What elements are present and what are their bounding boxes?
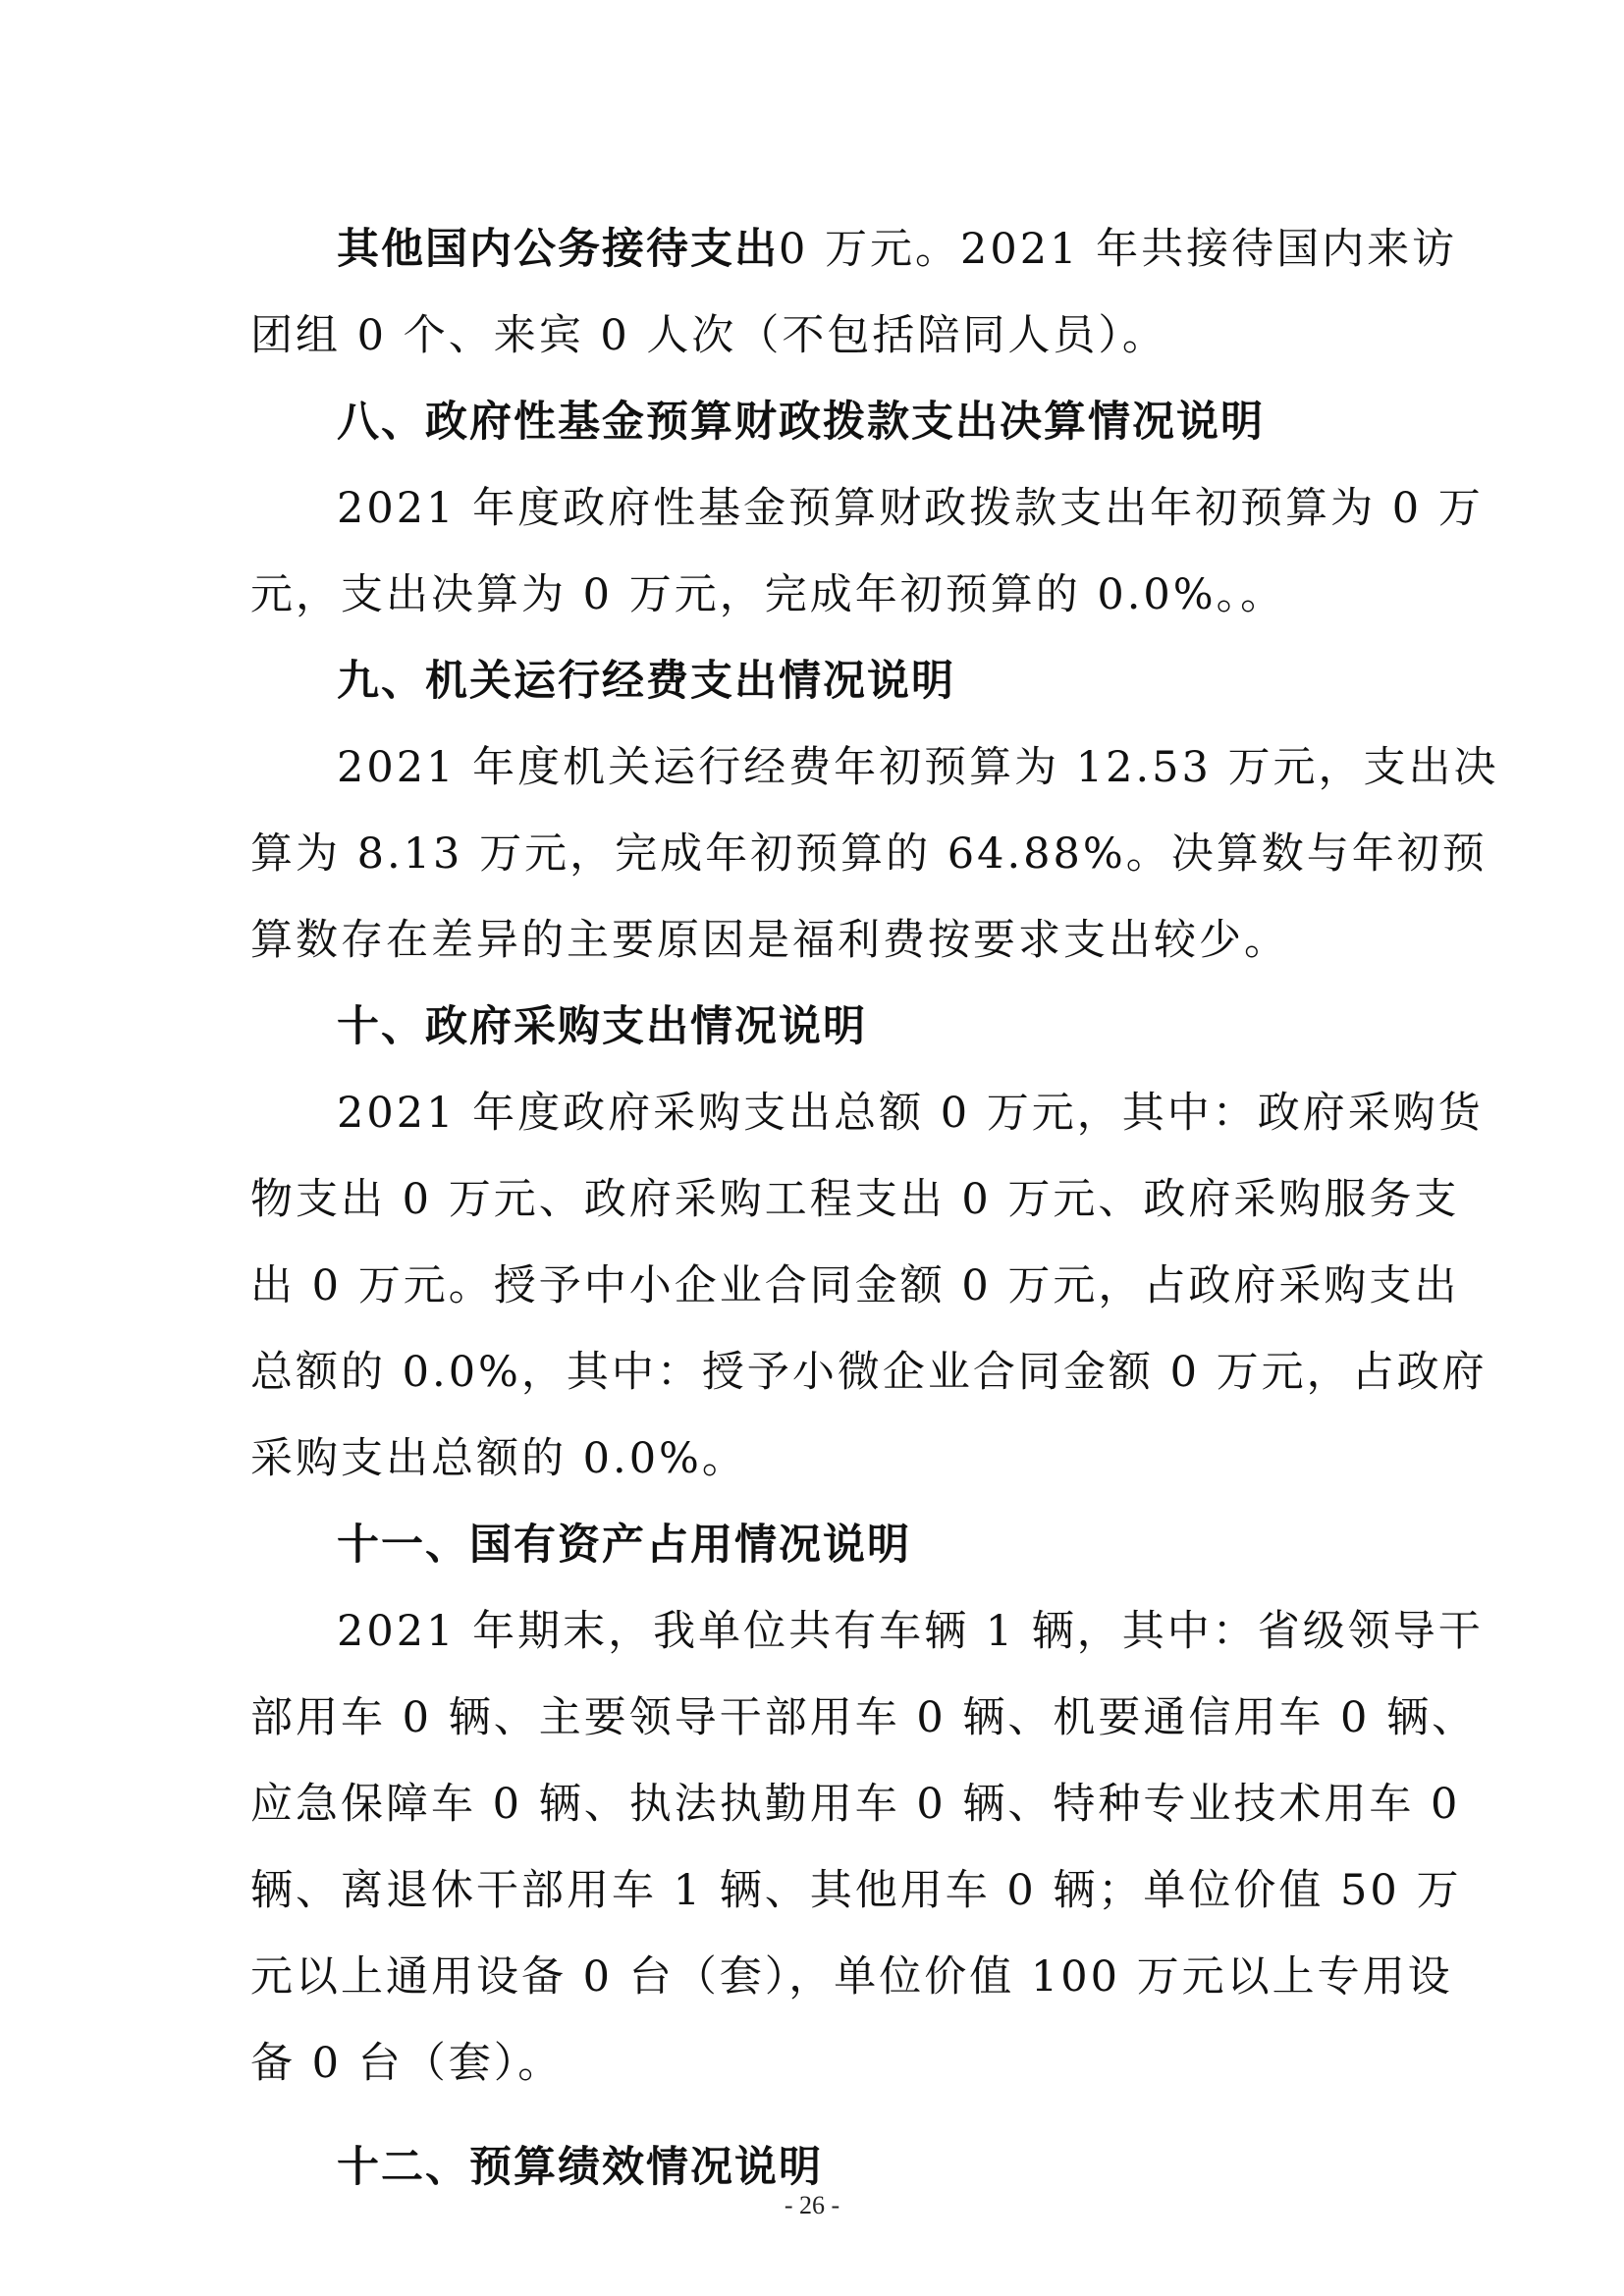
paragraph-line: 总额的 0.0%，其中：授予小微企业合同金额 0 万元，占政府 [250,1348,1488,1397]
paragraph-line: 备 0 台（套）。 [250,2039,564,2088]
paragraph-line: 元，支出决算为 0 万元，完成年初预算的 0.0%。。 [250,570,1286,619]
paragraph-line: 2021 年度机关运行经费年初预算为 12.53 万元，支出决 [337,743,1499,792]
paragraph-line: 2021 年度政府采购支出总额 0 万元，其中：政府采购货 [337,1089,1484,1138]
paragraph-line [250,206,1458,293]
paragraph-line: 出 0 万元。授予中小企业合同金额 0 万元，占政府采购支出 [250,1261,1460,1310]
paragraph-line: 部用车 0 辆、主要领导干部用车 0 辆、机要通信用车 0 辆、 [250,1693,1478,1742]
section-heading-12: 十二、预算绩效情况说明 [337,2143,823,2192]
paragraph-line: 2021 年期末，我单位共有车辆 1 辆，其中：省级领导干 [337,1607,1484,1656]
paragraph-line: 物支出 0 万元、政府采购工程支出 0 万元、政府采购服务支 [250,1175,1460,1224]
section-heading-9: 九、机关运行经费支出情况说明 [337,657,955,706]
section-heading-8: 八、政府性基金预算财政拨款支出决算情况说明 [337,398,1265,447]
paragraph-line: 应急保障车 0 辆、执法执勤用车 0 辆、特种专业技术用车 0 [250,1780,1461,1829]
paragraph-line: 算为 8.13 万元，完成年初预算的 64.88%。决算数与年初预 [250,829,1488,879]
section-heading-10: 十、政府采购支出情况说明 [337,1002,867,1051]
paragraph-line: 算数存在差异的主要原因是福利费按要求支出较少。 [250,916,1289,965]
paragraph-line: 辆、离退休干部用车 1 辆、其他用车 0 辆；单位价值 50 万 [250,1866,1462,1915]
inline-bold-label: 其他国内公务接待支出 [337,225,779,274]
section-heading-11: 十一、国有资产占用情况说明 [337,1521,911,1570]
document-body [250,206,1499,2211]
paragraph-line: 元以上通用设备 0 台（套），单位价值 100 万元以上专用设 [250,1952,1453,2002]
page-number: - 26 - [784,2191,840,2219]
paragraph-line: 采购支出总额的 0.0%。 [250,1434,747,1483]
paragraph-line: 2021 年度政府性基金预算财政拨款支出年初预算为 0 万 [337,484,1484,533]
paragraph-line: 团组 0 个、来宾 0 人次（不包括陪同人员）。 [250,311,1167,360]
paragraph-text: 0 万元。2021 年共接待国内来访 [779,225,1458,274]
